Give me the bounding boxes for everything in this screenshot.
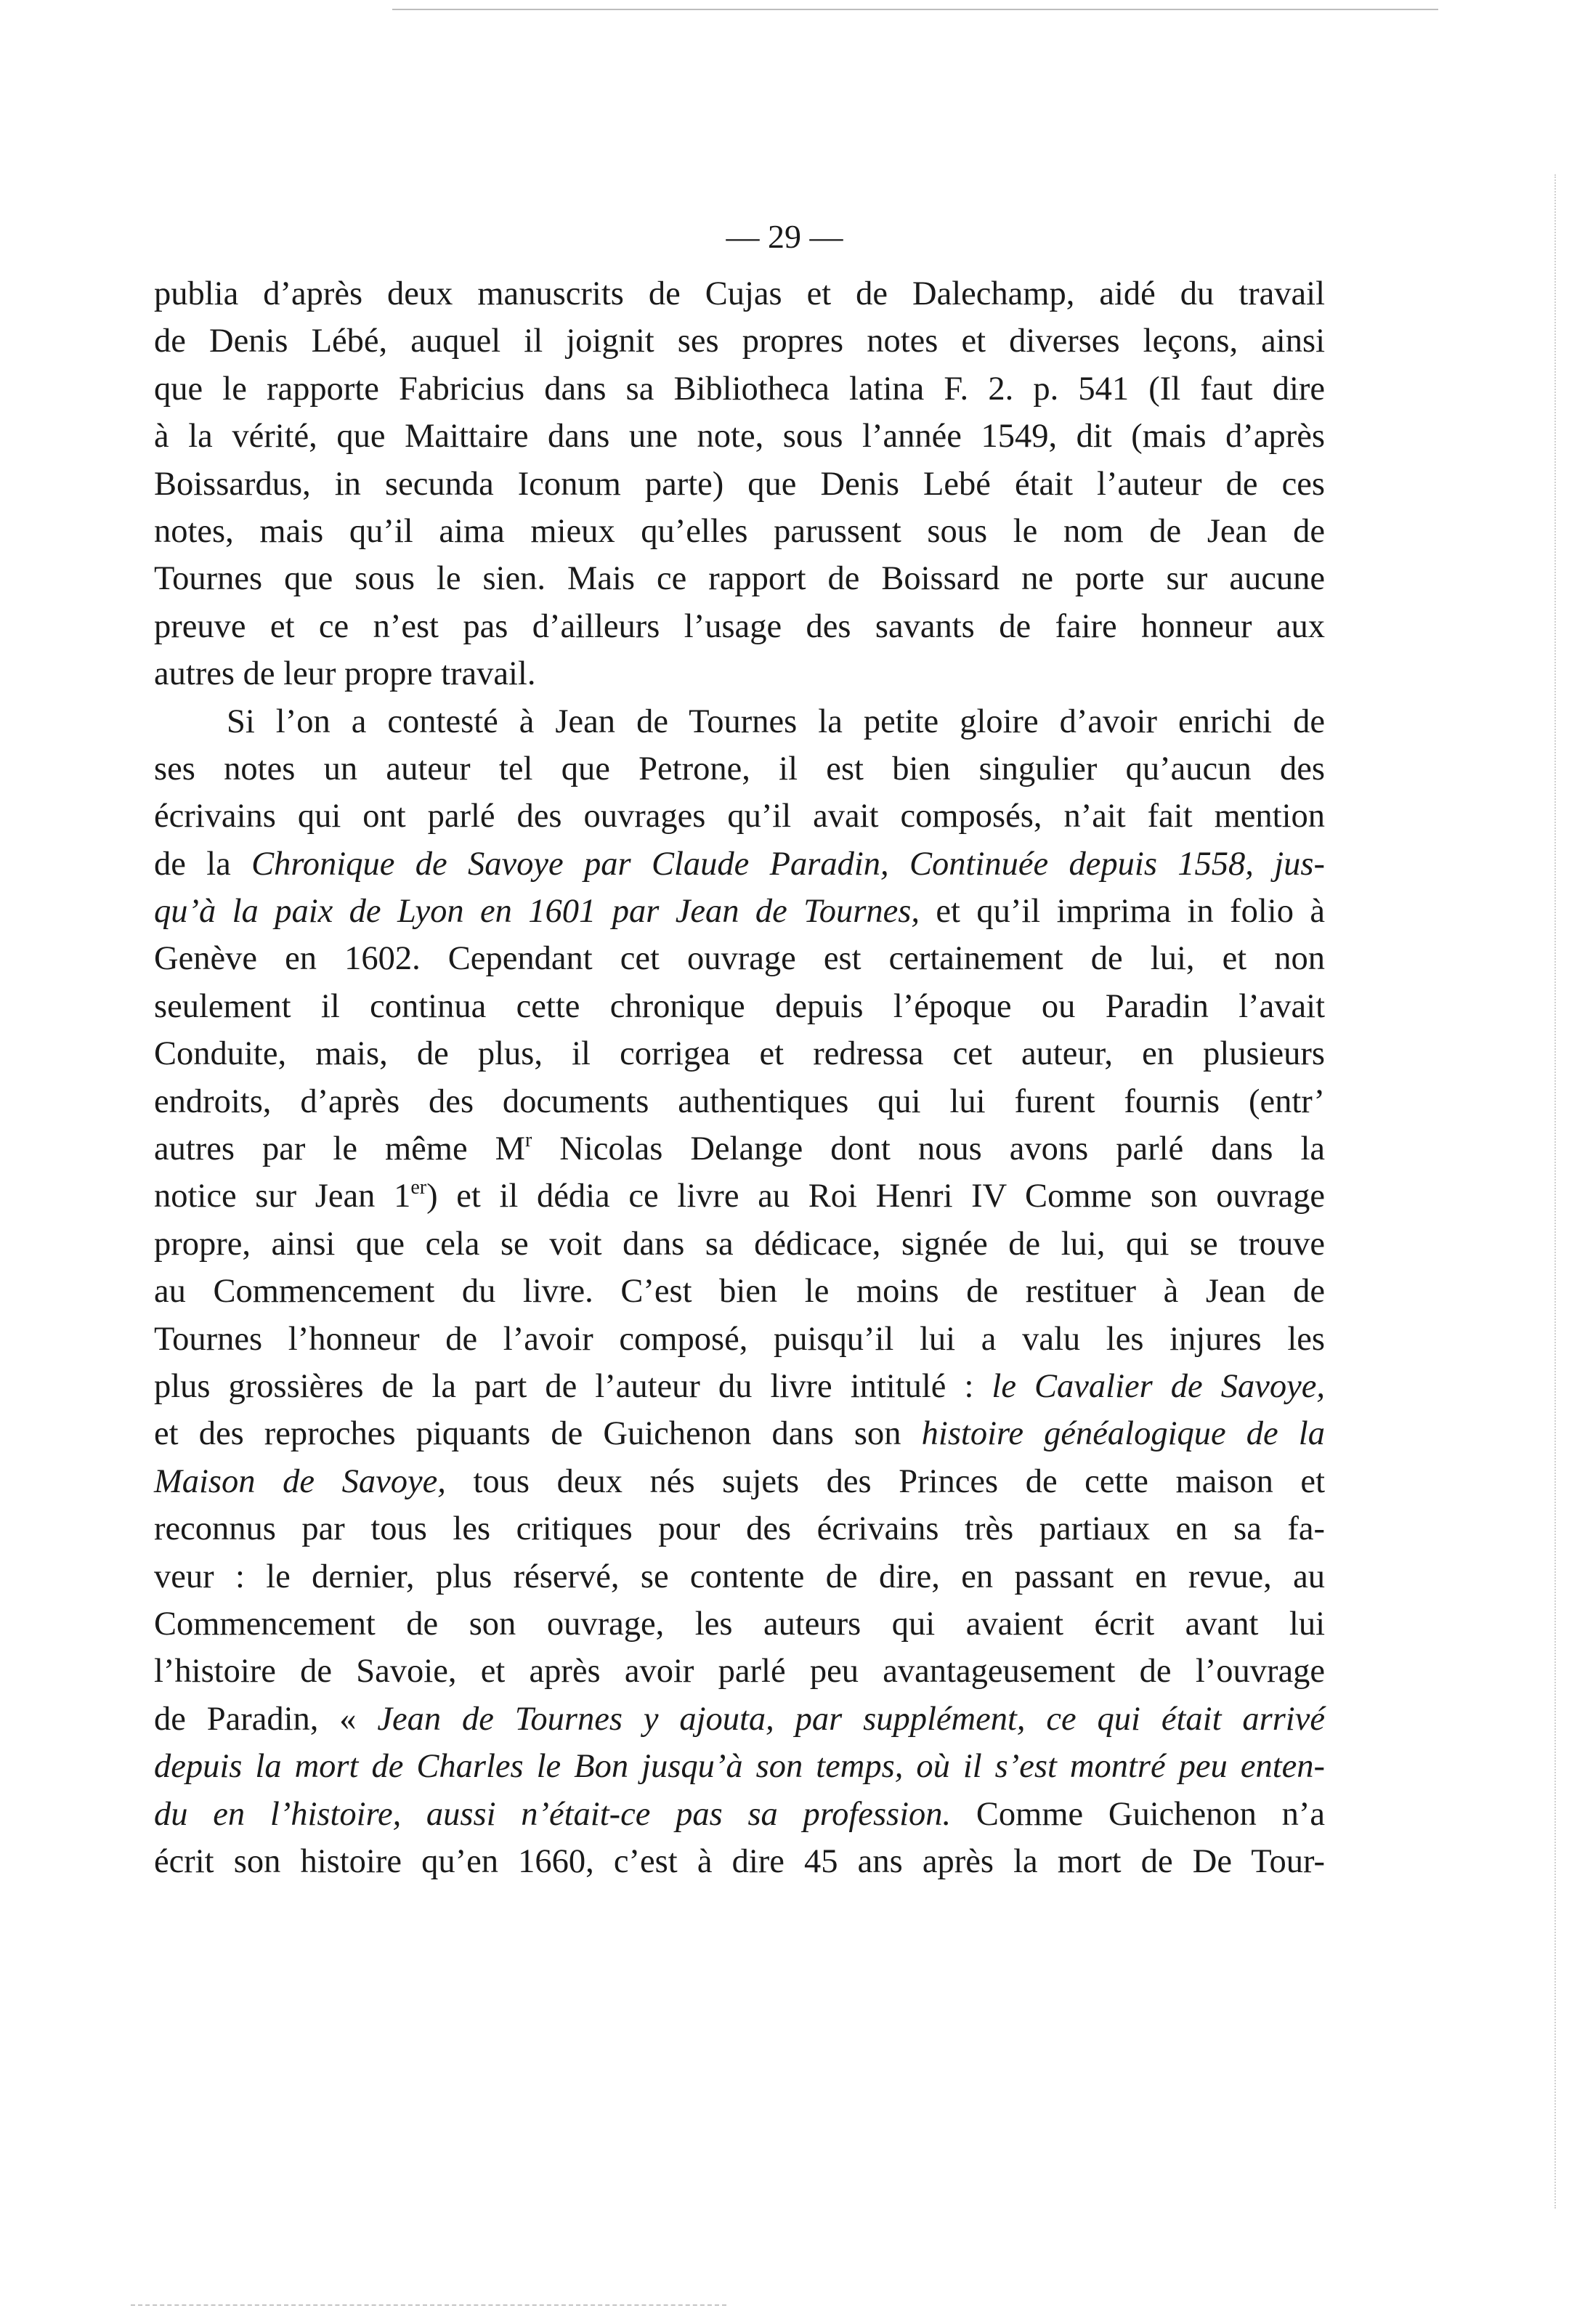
italic-title: histoire généalogique de la [921, 1415, 1325, 1453]
text-line: seulement il continua cette chronique depuis l’époque ou Paradin l’avait [154, 987, 1325, 1025]
roman-run: autres par le même M [154, 1130, 525, 1168]
scan-right-margin-mark [1554, 174, 1556, 2208]
text-line: que le rapporte Fabricius dans sa Bibliotheca latina F. 2. p. 541 (Il faut dire [154, 370, 1325, 408]
text-line: notes, mais qu’il aima mieux qu’elles parussent sous le nom de Jean de [154, 512, 1325, 550]
text-line: écrivains qui ont parlé des ouvrages qu’il avait composés, n’ait fait mention [154, 798, 1325, 835]
roman-run: de Paradin, « [154, 1700, 378, 1738]
roman-run: de la [154, 845, 252, 883]
text-line: Boissardus, in secunda Iconum parte) que Denis Lebé était l’auteur de ces [154, 465, 1325, 503]
text-line: Commencement de son ouvrage, les auteurs qui avaient écrit avant lui [154, 1605, 1325, 1643]
italic-quote: du en l’histoire, aussi n’était-ce pas sa profession. [154, 1795, 952, 1833]
roman-run: ) et il dédia ce livre au Roi Henri IV Comme son ouvrage [426, 1178, 1326, 1215]
text-line: endroits, d’après des documents authentiques qui lui furent fournis (entr’ [154, 1082, 1325, 1120]
roman-run: Nicolas Delange dont nous avons parlé dans la [532, 1130, 1326, 1168]
text-line: Tournes l’honneur de l’avoir composé, puisqu’il lui a valu les injures les [154, 1320, 1325, 1358]
roman-run: et qu’il imprima in folio à [919, 893, 1325, 931]
text-line: de Denis Lébé, auquel il joignit ses propres notes et diverses leçons, ainsi [154, 323, 1325, 360]
italic-quote: Jean de Tournes y ajouta, par supplément, ce qui était arrivé [377, 1700, 1325, 1738]
text-line: preuve et ce n’est pas d’ailleurs l’usage des savants de faire honneur aux [154, 607, 1325, 645]
text-line: autres de leur propre travail. [154, 655, 536, 693]
scan-top-rule [392, 9, 1438, 10]
roman-run: notice sur Jean 1 [154, 1178, 411, 1215]
text-line: Tournes que sous le sien. Mais ce rapport de Boissard ne porte sur aucune [154, 560, 1325, 598]
text-line [154, 1696, 1325, 1743]
text-line [154, 1410, 1325, 1457]
text-line: publia d’après deux manuscrits de Cujas et de Dalechamp, aidé du travail [154, 275, 1325, 312]
page-number: — 29 — [726, 218, 843, 255]
text-line [154, 1363, 1325, 1410]
text-line: reconnus par tous les critiques pour des écrivains très partiaux en sa fa- [154, 1510, 1325, 1548]
text-line: propre, ainsi que cela se voit dans sa dédicace, signée de lui, qui se trouve [154, 1225, 1325, 1263]
roman-run: tous deux nés sujets des Princes de cette maison et [445, 1462, 1325, 1500]
roman-run: et des reproches piquants de Guichenon dans son [154, 1415, 922, 1453]
roman-run: plus grossières de la part de l’auteur du livre intitulé : [154, 1367, 992, 1405]
text-line [154, 1173, 1325, 1220]
text-line: Conduite, mais, de plus, il corrigea et redressa cet auteur, en plusieurs [154, 1035, 1325, 1073]
text-line [154, 1791, 1325, 1838]
text-line [154, 1125, 1325, 1173]
italic-title: Chronique de Savoye par Claude Paradin, Continuée depuis 1558, jus- [251, 845, 1326, 883]
scan-bottom-rule [131, 2304, 726, 2306]
superscript: er [410, 1176, 427, 1199]
italic-title: le Cavalier de Savoye, [992, 1367, 1325, 1405]
italic-title: qu’à la paix de Lyon en 1601 par Jean de Tournes, [154, 893, 920, 931]
text-line: au Commencement du livre. C’est bien le moins de restituer à Jean de [154, 1273, 1325, 1311]
text-line [154, 1458, 1325, 1505]
body-text [154, 270, 1325, 1885]
text-line [154, 1743, 1325, 1790]
text-line: écrit son histoire qu’en 1660, c’est à dire 45 ans après la mort de De Tour- [154, 1842, 1325, 1880]
italic-title: Maison de Savoye, [154, 1462, 446, 1500]
text-line: à la vérité, que Maittaire dans une note, sous l’année 1549, dit (mais d’après [154, 418, 1325, 456]
text-line [154, 841, 1325, 888]
roman-run: Comme Guichenon n’a [951, 1795, 1325, 1833]
text-line: l’histoire de Savoie, et après avoir parlé peu avantageusement de l’ouvrage [154, 1653, 1325, 1691]
italic-quote: depuis la mort de Charles le Bon jusqu’à son temps, où il s’est montré peu enten- [154, 1748, 1325, 1786]
text-line: ses notes un auteur tel que Petrone, il est bien singulier qu’aucun des [154, 750, 1325, 788]
text-line: Genève en 1602. Cependant cet ouvrage est certainement de lui, et non [154, 940, 1325, 978]
text-line: veur : le dernier, plus réservé, se contente de dire, en passant en revue, au [154, 1558, 1325, 1595]
superscript: r [524, 1129, 532, 1152]
text-line [154, 888, 1325, 935]
paragraph-start-line: Si l’on a contesté à Jean de Tournes la petite gloire d’avoir enrichi de [227, 703, 1325, 740]
